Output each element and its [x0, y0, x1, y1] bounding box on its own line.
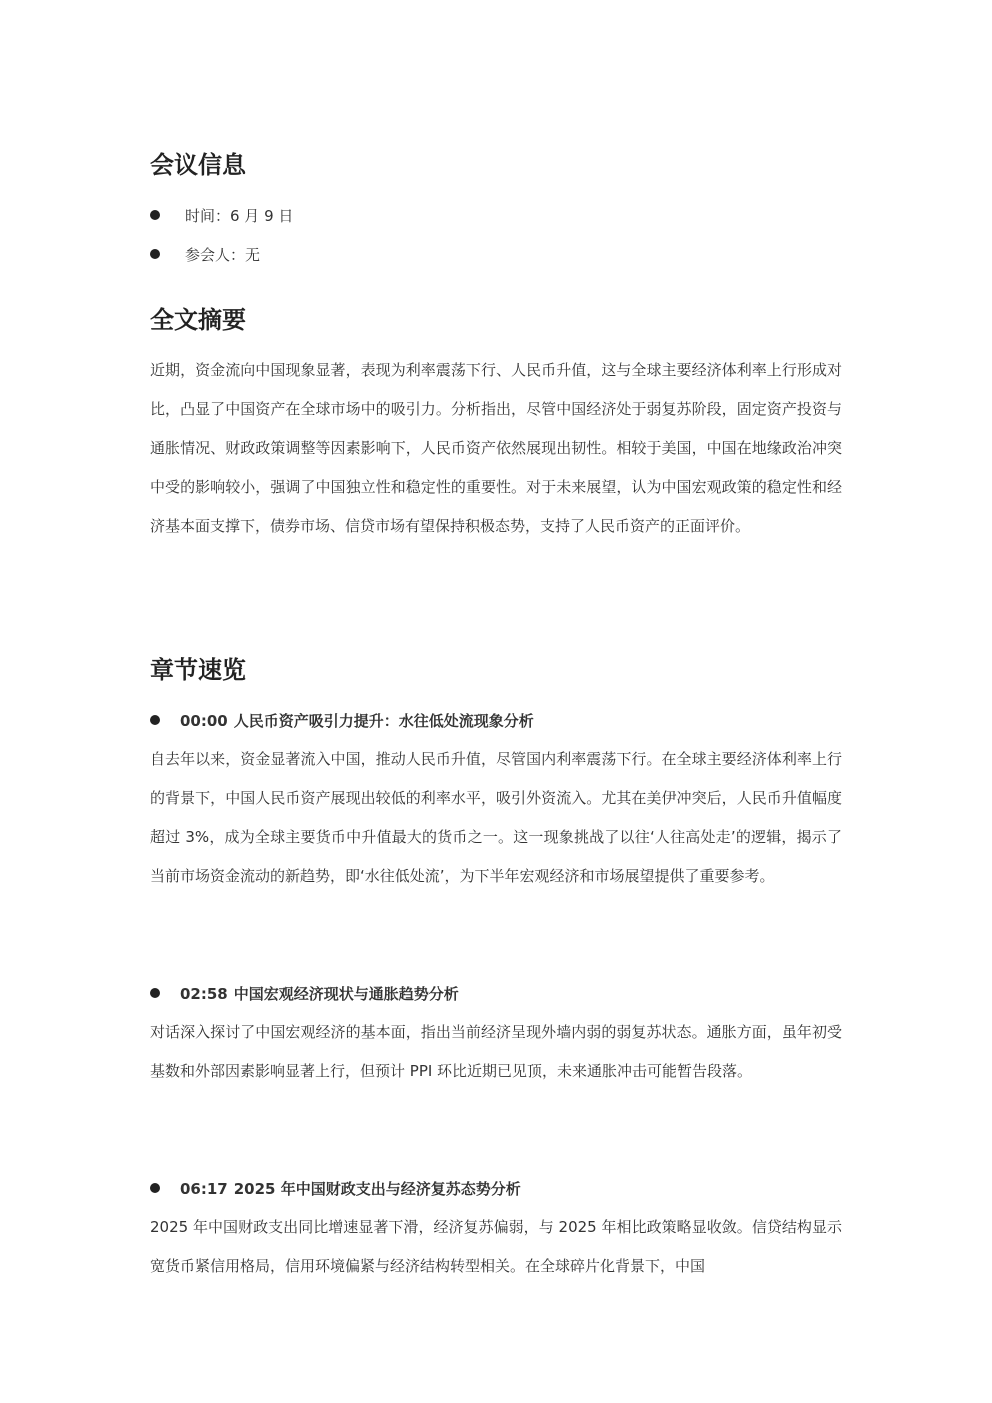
chapter-title: 2025 年中国财政支出与经济复苏态势分析 [233, 1179, 521, 1198]
chapters-heading: 章节速览 [150, 656, 246, 684]
chapter-heading [150, 708, 534, 732]
chapter-title: 人民币资产吸引力提升：水往低处流现象分析 [233, 711, 534, 730]
bullet-icon [150, 715, 160, 725]
chapter-body: 自去年以来，资金显著流入中国，推动人民币升值，尽管国内利率震荡下行。在全球主要经济体利率上行的背景下，中国人民币资产展现出较低的利率水平，吸引外资流入。尤其在美伊冲突后，人民币升值幅度超过 3%，成为全球主要货币中升值最大的货币之一。这一现象挑战了以往‘人往高处走’的逻辑，揭示了当前市场资金流动的新趋势，即‘水往低处流’，为下半年宏观经济和市场展望提供了重要参考。 [150, 750, 842, 885]
meeting-attendees: 参会人：无 [185, 245, 261, 264]
chapter-body: 2025 年中国财政支出同比增速显著下滑，经济复苏偏弱，与 2025 年相比政策略显收敛。信贷结构显示宽货币紧信用格局，信用环境偏紧与经济结构转型相关。在全球碎片化背景下，中国 [150, 1218, 842, 1275]
chapter-time: 06:17 [180, 1179, 228, 1198]
meeting-time: 时间：6 月 9 日 [185, 206, 294, 225]
chapter-heading [150, 1176, 521, 1200]
chapter-body: 对话深入探讨了中国宏观经济的基本面，指出当前经济呈现外墙内弱的弱复苏状态。通胀方面，虽年初受基数和外部因素影响显著上行，但预计 PPI 环比近期已见顶，未来通胀冲击可能暂告段落。 [150, 1023, 842, 1080]
chapter-time: 00:00 [180, 711, 228, 730]
summary-paragraph: 近期，资金流向中国现象显著，表现为利率震荡下行、人民币升值，这与全球主要经济体利率上行形成对比，凸显了中国资产在全球市场中的吸引力。分析指出，尽管中国经济处于弱复苏阶段，固定资产投资与通胀情况、财政政策调整等因素影响下，人民币资产依然展现出韧性。相较于美国，中国在地缘政治冲突中受的影响较小，强调了中国独立性和稳定性的重要性。对于未来展望，认为中国宏观政策的稳定性和经济基本面支撑下，债券市场、信贷市场有望保持积极态势，支持了人民币资产的正面评价。 [150, 361, 842, 535]
bullet-icon [150, 210, 160, 220]
summary-heading: 全文摘要 [150, 306, 246, 334]
chapter-time: 02:58 [180, 984, 228, 1003]
meeting-time-item [150, 203, 293, 227]
bullet-icon [150, 1183, 160, 1193]
meeting-info-heading: 会议信息 [150, 151, 246, 179]
chapter-heading [150, 981, 459, 1005]
chapter-title: 中国宏观经济现状与通胀趋势分析 [233, 984, 459, 1003]
bullet-icon [150, 249, 160, 259]
meeting-attendees-item [150, 242, 260, 266]
bullet-icon [150, 988, 160, 998]
